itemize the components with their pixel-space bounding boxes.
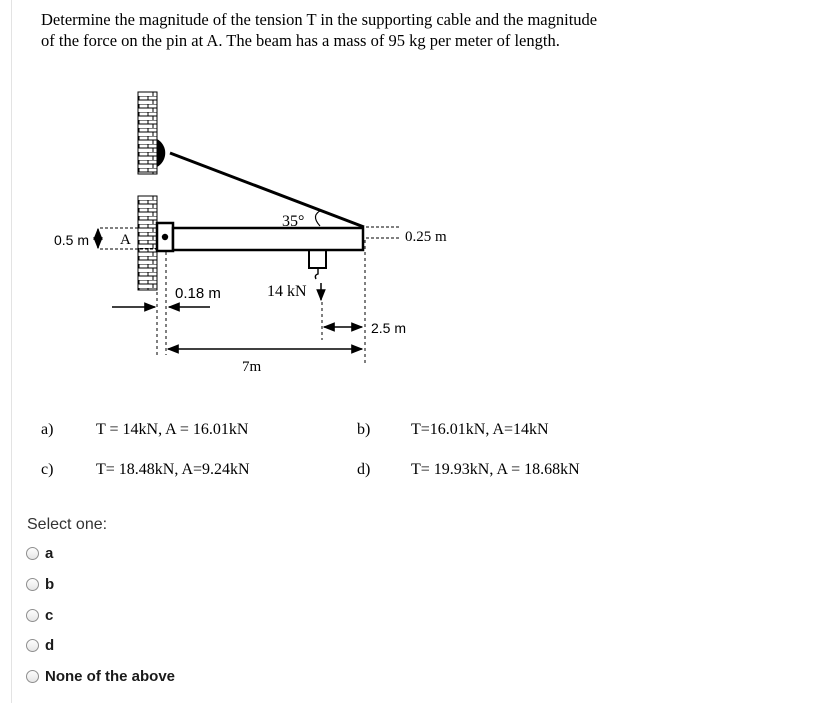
pin-label: A (120, 232, 131, 248)
half-m-label: 0.5 m (54, 232, 90, 248)
overhang-label: 2.5 m (371, 320, 407, 336)
radio-none[interactable] (26, 670, 39, 683)
radio-d[interactable] (26, 639, 39, 652)
quarter-m-label: 0.25 m (405, 229, 447, 245)
pin-icon (162, 234, 168, 240)
choice-b-label: b (45, 575, 55, 593)
question-line-1: Determine the magnitude of the tension T in the supporting cable and the magnitude (41, 10, 598, 29)
choice-c-label: c (45, 606, 54, 624)
load-hook-icon (315, 268, 318, 279)
upper-wall (138, 92, 157, 174)
option-b-letter: b) (357, 421, 371, 438)
radio-c[interactable] (26, 609, 39, 622)
choice-none-label: None of the above (45, 667, 176, 685)
length-label: 7m (242, 359, 262, 375)
choice-b[interactable] (26, 573, 54, 595)
option-b-text: T=16.01kN, A=14kN (411, 421, 549, 438)
angle-label: 35° (282, 213, 305, 230)
choice-a-label: a (45, 544, 54, 562)
choice-none[interactable] (26, 665, 175, 687)
option-c-letter: c) (41, 461, 54, 478)
option-c-text: T= 18.48kN, A=9.24kN (96, 461, 250, 478)
load-bracket (309, 250, 326, 268)
cable (170, 153, 364, 227)
choice-a[interactable] (26, 542, 53, 564)
option-d-letter: d) (357, 461, 371, 478)
cable-anchor-icon (157, 139, 165, 167)
choice-c[interactable] (26, 604, 53, 626)
load-label: 14 kN (267, 283, 307, 300)
choice-d[interactable] (26, 634, 54, 656)
lower-wall (138, 196, 157, 290)
radio-b[interactable] (26, 578, 39, 591)
choice-d-label: d (45, 636, 55, 654)
option-a-letter: a) (41, 421, 54, 438)
select-one-prompt: Select one: (27, 516, 108, 533)
radio-a[interactable] (26, 547, 39, 560)
option-d-text: T= 19.93kN, A = 18.68kN (411, 461, 580, 478)
angle-arc (315, 210, 322, 226)
beam (173, 228, 363, 250)
option-a-text: T = 14kN, A = 16.01kN (96, 421, 249, 438)
question-line-2: of the force on the pin at A. The beam has a mass of 95 kg per meter of length. (41, 31, 560, 50)
offset-label: 0.18 m (175, 285, 221, 302)
